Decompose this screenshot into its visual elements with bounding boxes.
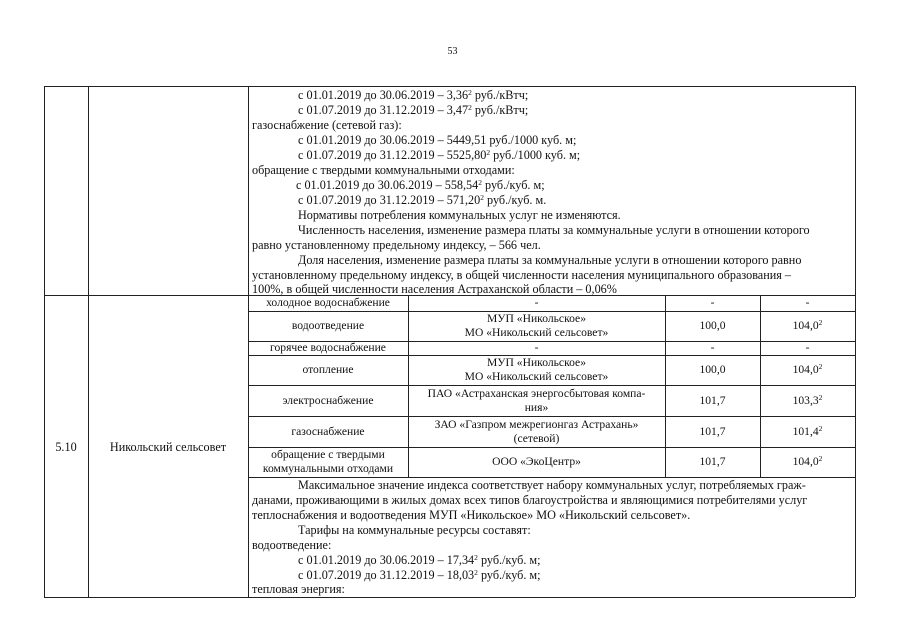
- service-index: 101,7: [699, 424, 726, 438]
- service-name: водоотведение: [291, 319, 365, 332]
- service-value: 104,0$^2$: [792, 362, 823, 376]
- tariff-line: с 01.07.2019 до 31.12.2019 – 18,03$^2$ руб./куб. м;: [298, 568, 541, 582]
- tariff-line: с 01.07.2019 до 31.12.2019 – 571,20$^2$ руб./куб. м.: [298, 193, 547, 207]
- population-paragraph: Численность населения, изменение размера платы за коммунальные услуги в отношении которого: [298, 223, 810, 237]
- service-index: 101,7: [699, 393, 726, 407]
- row-number: 5.10: [55, 439, 77, 454]
- service-provider: МУП «Никольское» МО «Никольский сельсовет»: [464, 312, 609, 339]
- service-index: -: [710, 296, 715, 309]
- max-index-paragraph: теплоснабжения и водоотведения МУП «Никольское» МО «Никольский сельсовет».: [252, 508, 691, 522]
- service-value: 104,0$^2$: [792, 454, 823, 468]
- service-value: -: [805, 341, 810, 354]
- service-name: холодное водоснабжение: [266, 296, 390, 309]
- tariff-line: с 01.01.2019 до 30.06.2019 – 17,34$^2$ руб./куб. м;: [298, 553, 541, 567]
- population-paragraph: равно установленному предельному индексу, – 566 чел.: [252, 238, 541, 252]
- service-value: 103,3$^2$: [792, 392, 823, 407]
- page-number: 53: [447, 46, 458, 57]
- tariffs-heading: Тарифы на коммунальные ресурсы составят:: [298, 523, 531, 537]
- service-value: 104,0$^2$: [792, 318, 823, 332]
- section-heading: обращение с твердыми коммунальными отходами:: [252, 163, 515, 177]
- municipality-name: Никольский сельсовет: [109, 439, 227, 454]
- tariff-line: с 01.01.2019 до 30.06.2019 – 5449,51 руб./1000 куб. м;: [298, 133, 577, 147]
- service-provider: ПАО «Астраханская энергосбытовая компа- ния»: [427, 386, 646, 414]
- max-index-paragraph: Максимальное значение индекса соответствует набору коммунальных услуг, потребляемых граж-: [298, 478, 806, 492]
- share-paragraph: 100%, в общей численности населения Астраханской области – 0,06%: [252, 282, 617, 296]
- section-heading: водоотведение:: [252, 538, 332, 552]
- service-value: 101,4$^2$: [792, 423, 823, 438]
- section-heading: тепловая энергия:: [252, 582, 345, 596]
- service-name: электроснабжение: [282, 393, 374, 407]
- service-provider: -: [534, 341, 539, 354]
- tariff-line: с 01.01.2019 до 30.06.2019 – 3,36$^2$ руб./кВтч;: [298, 88, 529, 102]
- share-paragraph: установленному предельному индексу, в общей численности населения муниципального образования –: [252, 268, 791, 282]
- service-name: отопление: [302, 363, 354, 376]
- tariff-line: с 01.07.2019 до 31.12.2019 – 3,47$^2$ руб./кВтч;: [298, 103, 529, 117]
- service-index: 100,0: [699, 363, 726, 376]
- service-value: -: [805, 296, 810, 309]
- service-name: газоснабжение: [291, 424, 365, 438]
- service-name: горячее водоснабжение: [270, 341, 386, 354]
- tariff-line: с 01.01.2019 до 30.06.2019 – 558,54$^2$ руб./куб. м;: [296, 178, 545, 192]
- service-index: 101,7: [699, 455, 726, 468]
- service-provider: -: [534, 296, 539, 309]
- service-index: 100,0: [699, 319, 726, 332]
- max-index-paragraph: данами, проживающими в жилых домах всех типов благоустройства и являющимися потребителями услуг: [252, 493, 808, 507]
- service-provider: ЗАО «Газпром межрегионгаз Астрахань» (сетевой): [434, 417, 639, 445]
- norms-line: Нормативы потребления коммунальных услуг не изменяются.: [298, 208, 621, 222]
- service-provider: ООО «ЭкоЦентр»: [492, 455, 581, 468]
- service-index: -: [710, 341, 715, 354]
- share-paragraph: Доля населения, изменение размера платы за коммунальные услуги в отношении которого равно: [298, 253, 802, 267]
- service-provider: МУП «Никольское» МО «Никольский сельсовет»: [464, 356, 609, 383]
- section-heading: газоснабжение (сетевой газ):: [252, 118, 402, 132]
- service-name: обращение с твердыми коммунальными отходами: [262, 448, 394, 475]
- tariff-line: с 01.07.2019 до 31.12.2019 – 5525,80$^2$ руб./1000 куб. м;: [298, 148, 581, 162]
